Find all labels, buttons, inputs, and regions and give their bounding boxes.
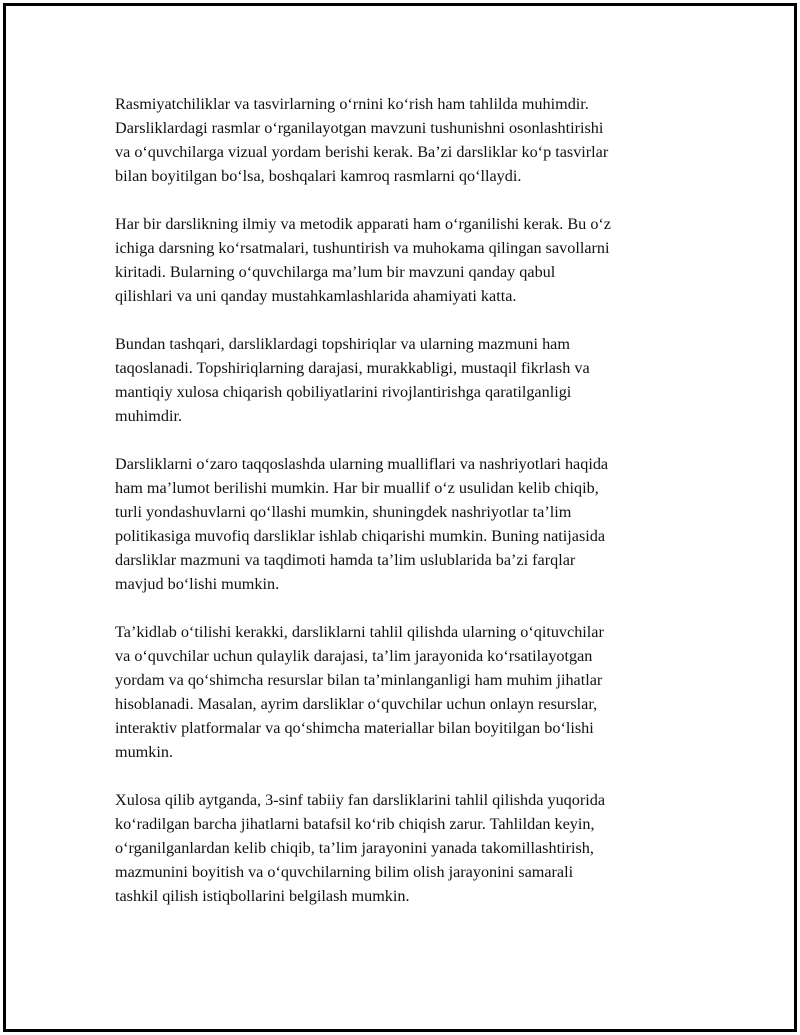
text-line: va o‘quvchilarga vizual yordam berishi kerak. Ba’zi darsliklar ko‘p tasvirlar <box>115 143 609 161</box>
text-line: Rasmiyatchiliklar va tasvirlarning o‘rnini ko‘rish ham tahlilda muhimdir. <box>115 95 589 113</box>
text-line: ham ma’lumot berilishi mumkin. Har bir muallif o‘z usulidan kelib chiqib, <box>115 479 599 497</box>
text-line: tashkil qilish istiqbollarini belgilash mumkin. <box>115 887 410 905</box>
text-line: ichiga darsning ko‘rsatmalari, tushuntirish va muhokama qilingan savollarni <box>115 239 610 257</box>
paragraph <box>115 620 685 764</box>
text-line: mavjud bo‘lishi mumkin. <box>115 575 280 593</box>
text-line: mazmunini boyitish va o‘quvchilarning bilim olish jarayonini samarali <box>115 863 574 881</box>
text-line: yordam va qo‘shimcha resurslar bilan ta’minlanganligi ham muhim jihatlar <box>115 671 603 689</box>
text-line: interaktiv platformalar va qo‘shimcha materiallar bilan boyitilgan bo‘lishi <box>115 719 594 737</box>
text-line: Bundan tashqari, darsliklardagi topshiriqlar va ularning mazmuni ham <box>115 335 570 353</box>
text-line: Darsliklarni o‘zaro taqqoslashda ularning mualliflari va nashriyotlari haqida <box>115 455 609 473</box>
paragraph <box>115 452 685 596</box>
text-line: kiritadi. Bularning o‘quvchilarga ma’lum bir mavzuni qanday qabul <box>115 263 556 281</box>
paragraph <box>115 788 685 908</box>
text-line: o‘rganilganlardan kelib chiqib, ta’lim jarayonini yanada takomillashtirish, <box>115 839 594 857</box>
text-line: muhimdir. <box>115 407 183 425</box>
document-body <box>115 92 685 932</box>
text-line: turli yondashuvlarni qo‘llashi mumkin, shuningdek nashriyotlar ta’lim <box>115 503 572 521</box>
text-line: taqoslanadi. Topshiriqlarning darajasi, murakkabligi, mustaqil fikrlash va <box>115 359 590 377</box>
paragraph <box>115 332 685 428</box>
paragraph <box>115 92 685 188</box>
text-line: hisoblanadi. Masalan, ayrim darsliklar o‘quvchilar uchun onlayn resurslar, <box>115 695 598 713</box>
text-line: Har bir darslikning ilmiy va metodik apparati ham o‘rganilishi kerak. Bu o‘z <box>115 215 611 233</box>
text-line: bilan boyitilgan bo‘lsa, boshqalari kamroq rasmlarni qo‘llaydi. <box>115 167 522 185</box>
text-line: mumkin. <box>115 743 174 761</box>
text-line: darsliklar mazmuni va taqdimoti hamda ta’lim uslublarida ba’zi farqlar <box>115 551 576 569</box>
text-line: Xulosa qilib aytganda, 3-sinf tabiiy fan darsliklarini tahlil qilishda yuqorida <box>115 791 606 809</box>
text-line: politikasiga muvofiq darsliklar ishlab chiqarishi mumkin. Buning natijasida <box>115 527 606 545</box>
text-line: Ta’kidlab o‘tilishi kerakki, darsliklarni tahlil qilishda ularning o‘qituvchilar <box>115 623 604 641</box>
text-line: va o‘quvchilar uchun qulaylik darajasi, ta’lim jarayonida ko‘rsatilayotgan <box>115 647 593 665</box>
text-line: qilishlari va uni qanday mustahkamlashlarida ahamiyati katta. <box>115 287 517 305</box>
text-line: ko‘radilgan barcha jihatlarni batafsil ko‘rib chiqish zarur. Tahlildan keyin, <box>115 815 595 833</box>
text-line: mantiqiy xulosa chiqarish qobiliyatlarini rivojlantirishga qaratilganligi <box>115 383 572 401</box>
text-line: Darsliklardagi rasmlar o‘rganilayotgan mavzuni tushunishni osonlashtirishi <box>115 119 604 137</box>
paragraph <box>115 212 685 308</box>
